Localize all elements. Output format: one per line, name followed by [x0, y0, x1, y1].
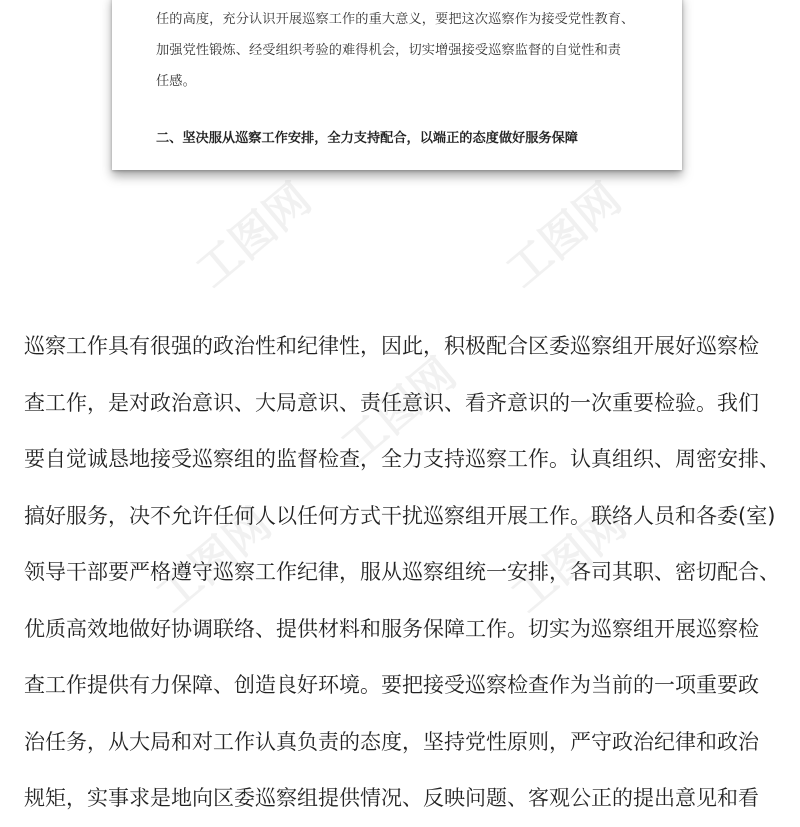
- body-line-3: 要自觉诚恳地接受巡察组的监督检查，全力支持巡察工作。认真组织、周密安排、: [24, 447, 780, 471]
- doc-line-1: 任的高度，充分认识开展巡察工作的重大意义，要把这次巡察作为接受党性教育、: [156, 12, 635, 27]
- document-preview-text: [156, 4, 656, 97]
- body-line-7: 查工作提供有力保障、创造良好环境。要把接受巡察检查作为当前的一项重要政: [24, 673, 759, 697]
- main-body-text: [24, 318, 784, 827]
- watermark-5: 工图网: [501, 498, 636, 623]
- watermark-3: 工图网: [331, 348, 466, 473]
- doc-line-3: 任感。: [156, 74, 196, 89]
- body-line-4: 搞好服务，决不允许任何人以任何方式干扰巡察组开展工作。联络人员和各委(室): [24, 503, 776, 528]
- body-line-6: 优质高效地做好协调联络、提供材料和服务保障工作。切实为巡察组开展巡察检: [24, 616, 759, 641]
- body-line-5: 领导干部要严格遵守巡察工作纪律，服从巡察组统一安排，各司其职、密切配合、: [24, 560, 780, 584]
- body-line-1: 巡察工作具有很强的政治性和纪律性，因此，积极配合区委巡察组开展好巡察检: [24, 334, 759, 358]
- doc-section-heading: 二、坚决服从巡察工作安排，全力支持配合，以端正的态度做好服务保障: [156, 131, 578, 146]
- document-preview-card: [112, 0, 682, 170]
- doc-line-2: 加强党性锻炼、经受组织考验的难得机会，切实增强接受巡察监督的自觉性和责: [156, 43, 622, 58]
- watermark-4: 工图网: [146, 498, 281, 623]
- body-line-2: 查工作，是对政治意识、大局意识、责任意识、看齐意识的一次重要检验。我们: [24, 390, 759, 415]
- body-line-8: 治任务，从大局和对工作认真负责的态度，坚持党性原则，严守政治纪律和政治: [24, 729, 759, 754]
- body-line-9: 规矩，实事求是地向区委巡察组提供情况、反映问题、客观公正的提出意见和看: [24, 786, 759, 810]
